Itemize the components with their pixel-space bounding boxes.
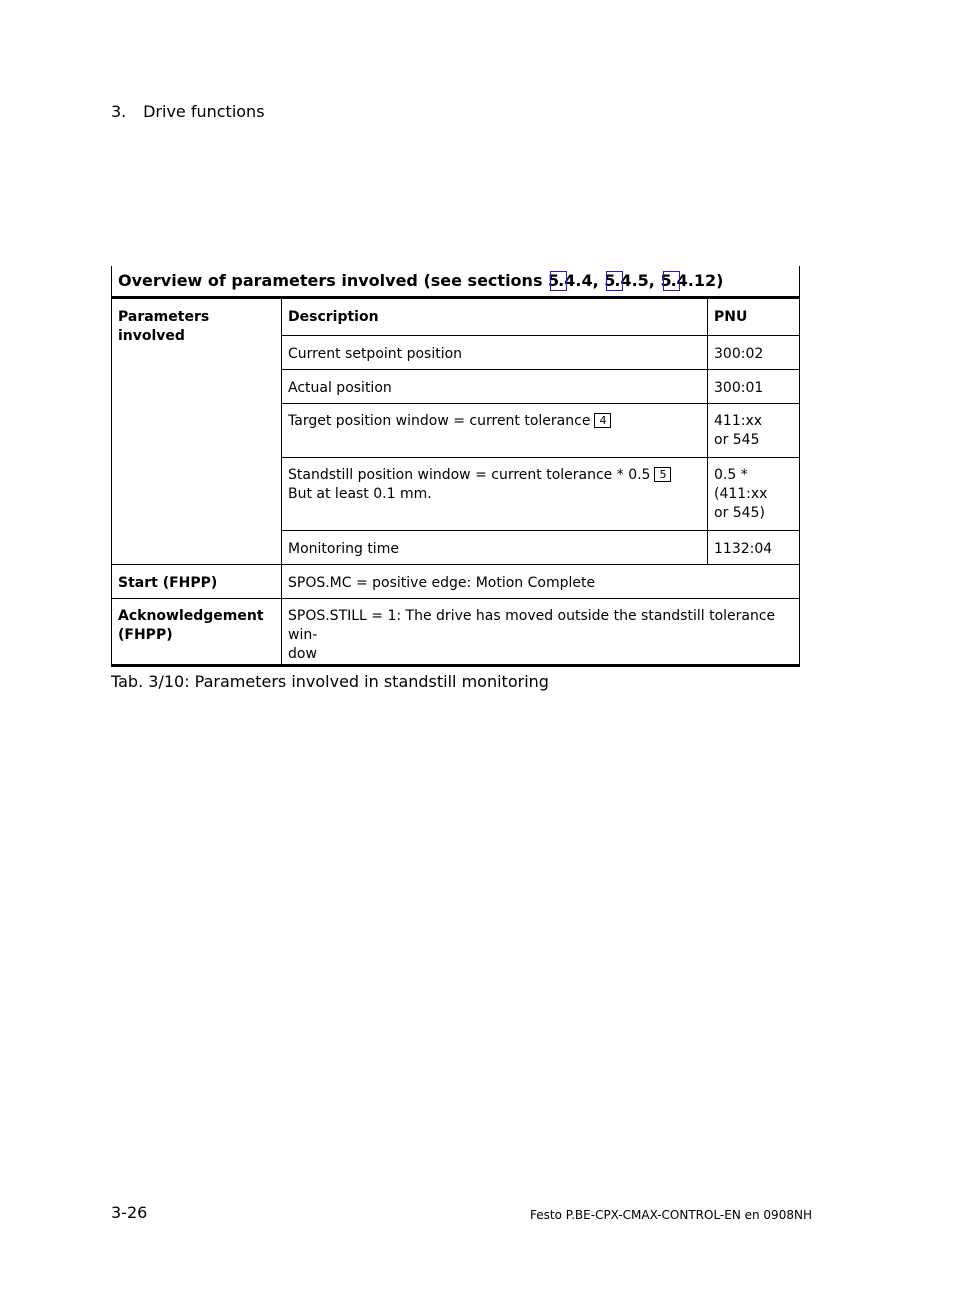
- section-title: Drive functions: [143, 102, 265, 121]
- table-caption: Tab. 3/10: Parameters involved in standstill monitoring: [111, 672, 549, 691]
- table-title: Overview of parameters involved (see sections 5.4.4, 5.4.5, 5.4.12): [112, 266, 800, 297]
- row-description: Current setpoint position: [282, 335, 708, 369]
- parameters-table: [111, 266, 800, 667]
- row-pnu: 0.5 * (411:xx or 545): [708, 457, 800, 530]
- row-pnu: 411:xx or 545: [708, 403, 800, 457]
- figure-reference-box: 5: [654, 467, 671, 482]
- acknowledgement-label: Acknowledgement (FHPP): [112, 598, 282, 665]
- table-row-start: [112, 564, 800, 598]
- table-title-row: [112, 266, 800, 297]
- section-link-5-4-12[interactable]: [663, 271, 680, 291]
- section-link-5-4-4[interactable]: [550, 271, 567, 291]
- row-pnu: 1132:04: [708, 530, 800, 564]
- footer-publisher: Festo P.BE-CPX-CMAX-CONTROL-EN en 0908NH: [530, 1208, 812, 1222]
- row-description: Monitoring time: [282, 530, 708, 564]
- figure-reference-box: 4: [594, 413, 611, 428]
- row-pnu: 300:02: [708, 335, 800, 369]
- description-header: Description: [282, 297, 708, 335]
- row-description: Actual position: [282, 369, 708, 403]
- section-number: 3.: [111, 102, 127, 121]
- pnu-header: PNU: [708, 297, 800, 335]
- start-label: Start (FHPP): [112, 564, 282, 598]
- page-number: 3-26: [111, 1203, 148, 1222]
- start-value: SPOS.MC = positive edge: Motion Complete: [282, 564, 800, 598]
- table-row-acknowledgement: [112, 598, 800, 665]
- row-description: Standstill position window = current tolerance * 0.5 5 But at least 0.1 mm.: [282, 457, 708, 530]
- section-link-5-4-5[interactable]: [606, 271, 623, 291]
- row-pnu: 300:01: [708, 369, 800, 403]
- acknowledgement-value: SPOS.STILL = 1: The drive has moved outside the standstill tolerance win- dow: [282, 598, 800, 665]
- parameters-involved-label: Parameters involved: [112, 297, 282, 564]
- section-header: [111, 102, 265, 121]
- table-header-row: [112, 297, 800, 335]
- row-description: Target position window = current tolerance 4: [282, 403, 708, 457]
